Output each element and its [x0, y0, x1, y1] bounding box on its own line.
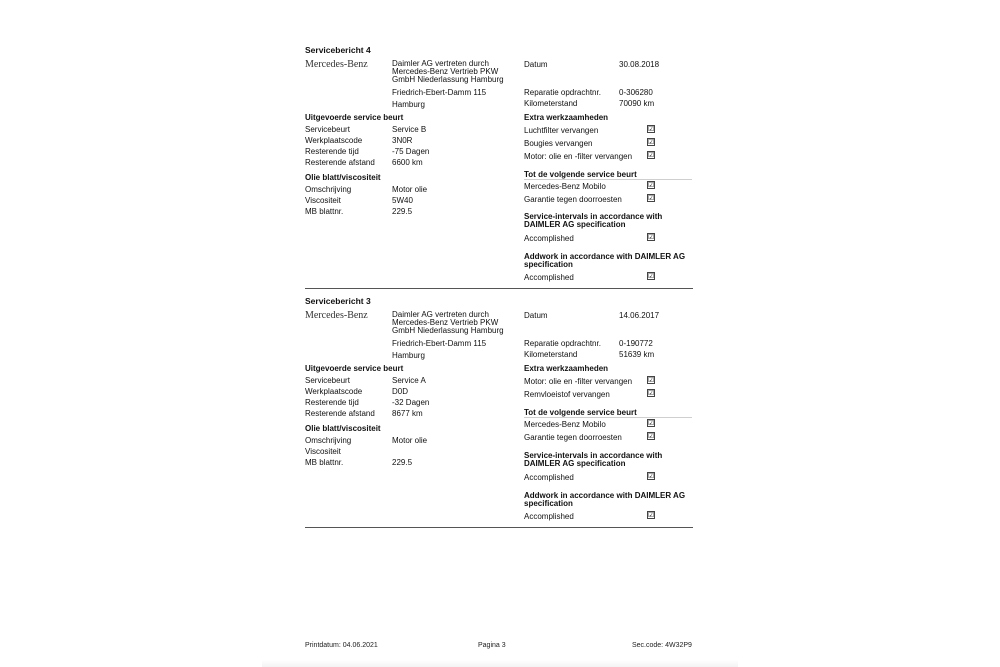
checked-checkbox-icon: ☑ [648, 419, 655, 427]
oil-title: Olie blatt/viscositeit [305, 173, 381, 182]
remaining-time-value: -75 Dagen [392, 147, 430, 156]
checked-checkbox-icon: ☑ [648, 511, 655, 519]
accomplished-label: Accomplished [524, 473, 574, 482]
service-interval-title: Service-intervals in accordance with DAIMLER AG specification [524, 451, 663, 468]
service-interval-title: Service-intervals in accordance with DAIMLER AG specification [524, 212, 663, 229]
dealer-line: GmbH Niederlassung Hamburg [392, 326, 504, 335]
checked-checkbox-icon: ☑ [648, 432, 655, 440]
service-report-3 [305, 296, 693, 536]
mileage-label: Kilometerstand [524, 99, 578, 108]
brand-logo: Mercedes-Benz [305, 310, 368, 321]
workshop-code-value: D0D [392, 387, 409, 396]
repair-order-value: 0-306280 [619, 88, 653, 97]
date-value: 14.06.2017 [619, 311, 660, 320]
service-label: Servicebeurt [305, 376, 350, 385]
viscosity-label: Viscositeit [305, 196, 341, 205]
viscosity-label: Viscositeit [305, 447, 341, 456]
workshop-code-label: Werkplaatscode [305, 136, 363, 145]
page-number: Pagina 3 [478, 642, 506, 649]
workshop-code-value: 3N0R [392, 136, 413, 145]
accomplished-label: Accomplished [524, 273, 574, 282]
service-value: Service B [392, 125, 427, 134]
mileage-value: 51639 km [619, 350, 655, 359]
remaining-distance-label: Resterende afstand [305, 409, 375, 418]
oil-title: Olie blatt/viscositeit [305, 424, 381, 433]
remaining-distance-value: 6600 km [392, 158, 423, 167]
service-report-4 [305, 45, 693, 285]
extra-work-title: Extra werkzaamheden [524, 364, 609, 373]
next-service-item: Mercedes-Benz Mobilo [524, 420, 606, 429]
addwork-title: Addwork in accordance with DAIMLER AG specification [524, 252, 686, 269]
date-value: 30.08.2018 [619, 60, 660, 69]
report-separator [305, 288, 693, 289]
performed-service-title: Uitgevoerde service beurt [305, 113, 404, 122]
date-label: Datum [524, 60, 548, 69]
checked-checkbox-icon: ☑ [648, 472, 655, 480]
security-code: Sec.code: 4W32P9 [632, 642, 692, 649]
addwork-title: Addwork in accordance with DAIMLER AG specification [524, 491, 686, 508]
oil-description-value: Motor olie [392, 185, 428, 194]
mb-sheet-label: MB blattnr. [305, 207, 344, 216]
checked-checkbox-icon: ☑ [648, 181, 655, 189]
repair-order-label: Reparatie opdrachtnr. [524, 88, 601, 97]
dealer-line: Daimler AG vertreten durch [392, 310, 489, 319]
accomplished-label: Accomplished [524, 512, 574, 521]
section-divider [524, 179, 692, 180]
remaining-distance-value: 8677 km [392, 409, 423, 418]
mb-sheet-value: 229.5 [392, 458, 413, 467]
next-service-title: Tot de volgende service beurt [524, 408, 637, 417]
dealer-city: Hamburg [392, 351, 425, 360]
mileage-value: 70090 km [619, 99, 655, 108]
dealer-street: Friedrich-Ebert-Damm 115 [392, 88, 487, 97]
dealer-line: GmbH Niederlassung Hamburg [392, 75, 504, 84]
checked-checkbox-icon: ☑ [648, 138, 655, 146]
checked-checkbox-icon: ☑ [648, 233, 655, 241]
brand-logo: Mercedes-Benz [305, 59, 368, 70]
remaining-distance-label: Resterende afstand [305, 158, 375, 167]
print-date: Printdatum: 04.06.2021 [305, 642, 378, 649]
next-service-item: Garantie tegen doorroesten [524, 433, 622, 442]
workshop-code-label: Werkplaatscode [305, 387, 363, 396]
dealer-street: Friedrich-Ebert-Damm 115 [392, 339, 487, 348]
performed-service-title: Uitgevoerde service beurt [305, 364, 404, 373]
extra-work-title: Extra werkzaamheden [524, 113, 609, 122]
section-divider [524, 417, 692, 418]
checked-checkbox-icon: ☑ [648, 125, 655, 133]
repair-order-label: Reparatie opdrachtnr. [524, 339, 601, 348]
report-title: Servicebericht 3 [305, 296, 371, 306]
next-service-title: Tot de volgende service beurt [524, 170, 637, 179]
page-edge [262, 660, 738, 667]
dealer-address [392, 60, 522, 84]
next-service-item: Garantie tegen doorroesten [524, 195, 622, 204]
oil-description-value: Motor olie [392, 436, 428, 445]
dealer-city: Hamburg [392, 100, 425, 109]
mb-sheet-label: MB blattnr. [305, 458, 344, 467]
checked-checkbox-icon: ☑ [648, 194, 655, 202]
next-service-item: Mercedes-Benz Mobilo [524, 182, 606, 191]
oil-description-label: Omschrijving [305, 436, 352, 445]
viscosity-value: 5W40 [392, 196, 413, 205]
repair-order-value: 0-190772 [619, 339, 653, 348]
accomplished-label: Accomplished [524, 234, 574, 243]
oil-description-label: Omschrijving [305, 185, 352, 194]
extra-work-item: Remvloeistof vervangen [524, 390, 610, 399]
service-label: Servicebeurt [305, 125, 350, 134]
remaining-time-value: -32 Dagen [392, 398, 430, 407]
extra-work-item: Motor: olie en -filter vervangen [524, 377, 633, 386]
dealer-address [392, 311, 522, 335]
extra-work-item: Bougies vervangen [524, 139, 593, 148]
remaining-time-label: Resterende tijd [305, 147, 359, 156]
extra-work-item: Luchtfilter vervangen [524, 126, 599, 135]
report-separator [305, 527, 693, 528]
service-value: Service A [392, 376, 426, 385]
checked-checkbox-icon: ☑ [648, 272, 655, 280]
checked-checkbox-icon: ☑ [648, 151, 655, 159]
dealer-line: Daimler AG vertreten durch [392, 59, 489, 68]
mileage-label: Kilometerstand [524, 350, 578, 359]
report-title: Servicebericht 4 [305, 45, 371, 55]
checked-checkbox-icon: ☑ [648, 389, 655, 397]
dealer-line: Mercedes-Benz Vertrieb PKW [392, 67, 499, 76]
date-label: Datum [524, 311, 548, 320]
remaining-time-label: Resterende tijd [305, 398, 359, 407]
mb-sheet-value: 229.5 [392, 207, 413, 216]
dealer-line: Mercedes-Benz Vertrieb PKW [392, 318, 499, 327]
checked-checkbox-icon: ☑ [648, 376, 655, 384]
extra-work-item: Motor: olie en -filter vervangen [524, 152, 633, 161]
